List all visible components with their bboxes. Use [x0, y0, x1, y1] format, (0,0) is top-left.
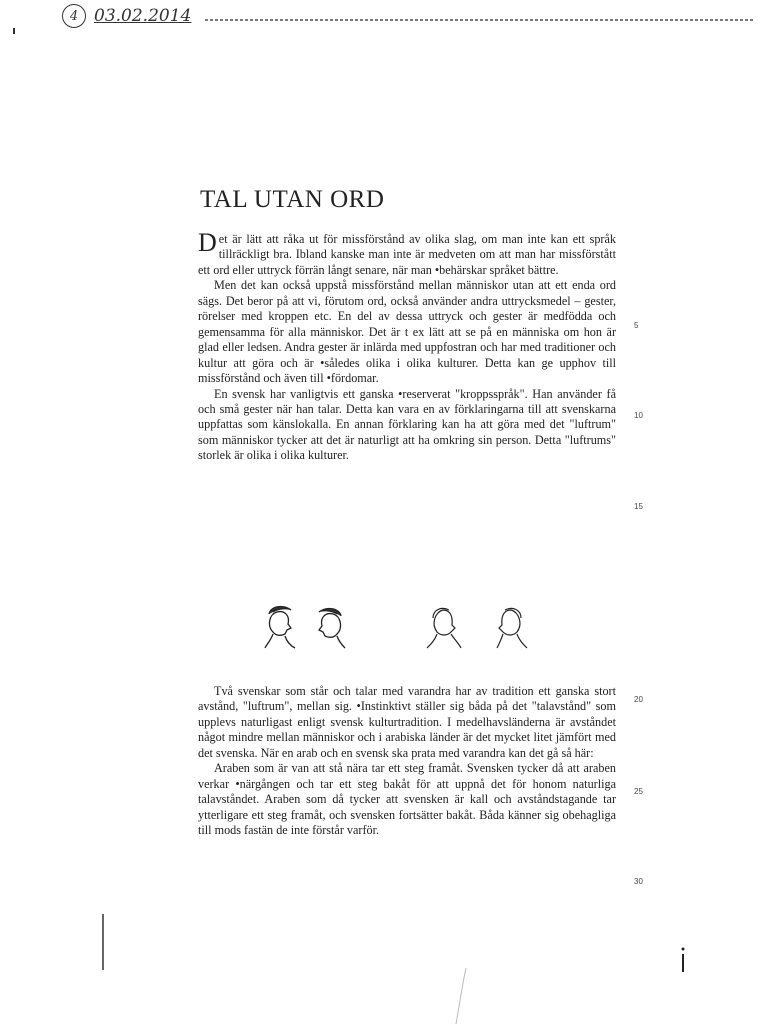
- scan-artifact-mark: [12, 28, 16, 34]
- scan-artifact-mark: [452, 968, 472, 1024]
- scan-top-edge: [0, 0, 768, 40]
- paragraph: Men det kan också uppstå missförstånd mellan människor utan att ett enda ord sägs. Det beror på att vi, förutom ord, också använder andra uttrycksmedel – gester, rörelser med kroppen etc. En del av dessa uttryck och gester är medfödda och gemensamma för alla människor. Det är t ex lätt att se på en människa om hon är glad eller ledsen. Andra gester är inlärda med uppfostran och har med traditioner och kultur att göra och är •således olika i olika kulturer. Detta kan ge upphov till missförstånd och även till •fördomar.: [198, 278, 616, 386]
- paragraph: En svensk har vanligtvis ett ganska •reserverat "kroppsspråk". Han använder få och små gester när han talar. Detta kan vara en av förklaringarna till att svenskarna uppfattas som känslokalla. En annan förklaring kan ha att göra med det "luftrum" som människor tycker att det är naturligt att ha omkring sin person. Detta "luftrums" storlek är olika i olika kulturer.: [198, 386, 616, 463]
- text-section-1: [198, 228, 616, 464]
- line-number: 30: [634, 877, 643, 886]
- handwritten-date: 03.02.2014: [94, 6, 192, 26]
- scan-artifact-mark: [678, 946, 688, 972]
- scan-artifact-mark: [100, 914, 106, 970]
- paragraph: Det är lätt att råka ut för missförstånd av olika slag, om man inte kan ett språk tillräckligt bra. Ibland kanske man inte är medveten om att man har missförstått ett ord eller uttryck förrän långt senare, när man •behärskar språket bättre.: [198, 228, 616, 277]
- line-number: 20: [634, 695, 643, 704]
- paragraph: Araben som är van att stå nära tar ett steg framåt. Svensken tycker då att araben verkar •närgången och tar ett steg bakåt för att uppnå det för honom naturliga talavståndet. Araben som då tycker att svensken är kall och avståndstagande tar ytterligare ett steg framåt, och svensken fortsätter bakåt. Båda känner sig obehagliga till mods fastän de inte förstår varför.: [198, 761, 616, 838]
- scan-edge-dashes: [205, 18, 755, 22]
- line-number: 25: [634, 787, 643, 796]
- handwritten-note: [62, 4, 191, 28]
- line-number: 15: [634, 502, 643, 511]
- head-pair-distant: [427, 608, 527, 648]
- line-number: 5: [634, 321, 639, 330]
- drop-cap: D: [198, 228, 217, 257]
- conversation-heads-illustration: [255, 598, 555, 658]
- page-title: TAL UTAN ORD: [200, 186, 385, 213]
- circled-page-number: 4: [62, 4, 86, 28]
- text-section-2: [198, 684, 616, 839]
- line-number: 10: [634, 411, 643, 420]
- head-pair-close: [265, 607, 345, 648]
- paragraph: Två svenskar som står och talar med varandra har av tradition ett ganska stort avstånd, "luftrum", mellan sig. •Instinktivt ställer sig båda på det "talavstånd" som upplevs naturligast enligt svensk kulturtradition. I medelhavsländerna är avståndet något mindre mellan människor och i arabiska länder är det mycket litet jämfört med det svenska. När en arab och en svensk ska prata med varandra kan det gå så här:: [198, 684, 616, 760]
